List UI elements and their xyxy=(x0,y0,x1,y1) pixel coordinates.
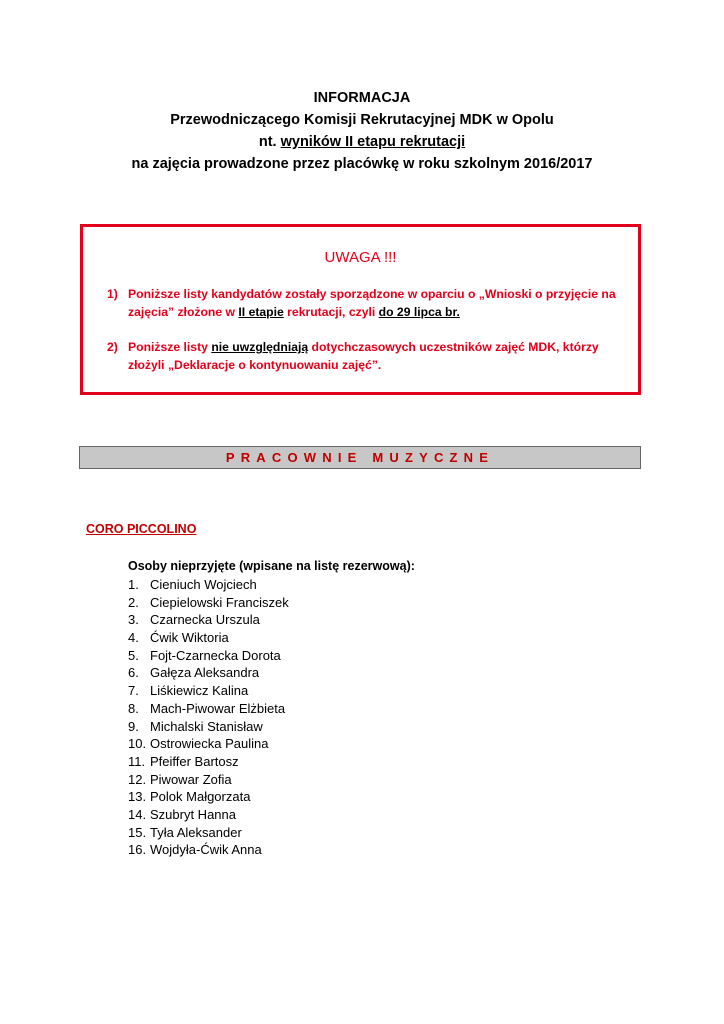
list-item xyxy=(128,841,415,859)
warning-item-2 xyxy=(107,338,623,374)
header-subject xyxy=(40,131,684,153)
group-title: CORO PICCOLINO xyxy=(86,522,197,536)
list-item xyxy=(128,594,415,612)
list-item-number: 8. xyxy=(128,700,139,716)
list-item-number: 4. xyxy=(128,630,139,646)
warning-item-text: dotychczasowych uczestników zajęć MDK, którzy złożyli „Deklaracje o kontynuowaniu zajęć”. xyxy=(128,340,599,372)
document-header xyxy=(40,87,684,175)
reserve-list-heading: Osoby nieprzyjęte (wpisane na listę rezerwową): xyxy=(128,559,415,573)
list-item-name: Wojdyła-Ćwik Anna xyxy=(150,842,262,858)
warning-box xyxy=(80,224,641,395)
list-item xyxy=(128,576,415,594)
warning-list xyxy=(107,285,623,391)
list-item-number: 6. xyxy=(128,665,139,681)
warning-item-number: 2) xyxy=(107,340,118,354)
warning-item-text: rekrutacji, czyli xyxy=(283,305,379,319)
warning-item-1 xyxy=(107,285,623,321)
list-item xyxy=(128,824,415,842)
list-item-name: Michalski Stanisław xyxy=(150,718,263,734)
list-item-number: 5. xyxy=(128,647,139,663)
list-item xyxy=(128,788,415,806)
list-item-name: Czarnecka Urszula xyxy=(150,612,260,628)
list-item-name: Cieniuch Wojciech xyxy=(150,577,257,592)
list-item-name: Polok Małgorzata xyxy=(150,789,251,805)
list-item-number: 10. xyxy=(128,736,147,752)
list-item-number: 11. xyxy=(128,753,146,769)
list-item-name: Gałęza Aleksandra xyxy=(150,665,260,681)
header-subject-prefix: nt. xyxy=(258,134,281,150)
section-title-bar: PRACOWNIE MUZYCZNE xyxy=(79,446,641,469)
list-item-name: Tyła Aleksander xyxy=(150,824,242,840)
list-item-name: Szubryt Hanna xyxy=(150,806,236,822)
list-item-number: 2. xyxy=(128,594,139,610)
warning-title: UWAGA !!! xyxy=(324,249,397,266)
warning-item-underlined: do 29 lipca br. xyxy=(378,305,460,319)
list-item xyxy=(128,611,415,629)
header-title: INFORMACJA xyxy=(313,90,411,106)
list-item-number: 13. xyxy=(128,789,147,805)
list-item-number: 3. xyxy=(128,612,139,628)
list-item-name: Pfeiffer Bartosz xyxy=(150,753,239,769)
list-item-number: 7. xyxy=(128,683,139,699)
warning-item-text: Poniższe listy kandydatów zostały sporządzone w oparciu o „Wnioski o przyjęcie na zajęcia” złożone w xyxy=(128,287,616,319)
list-item xyxy=(128,806,415,824)
reserve-names-list xyxy=(128,576,415,859)
reserve-list xyxy=(128,557,415,859)
list-item xyxy=(128,718,415,736)
list-item-number: 16. xyxy=(128,842,147,858)
list-item-number: 9. xyxy=(128,718,139,734)
header-subject-underlined: wyników II etapu rekrutacji xyxy=(280,134,466,150)
warning-item-text: Poniższe listy xyxy=(128,340,212,354)
list-item-name: Liśkiewicz Kalina xyxy=(150,683,249,699)
list-item-number: 15. xyxy=(128,824,147,840)
header-scope: na zajęcia prowadzone przez placówkę w roku szkolnym 2016/2017 xyxy=(131,156,593,172)
list-item xyxy=(128,682,415,700)
list-item xyxy=(128,735,415,753)
list-item-number: 14. xyxy=(128,806,147,822)
list-item-name: Ćwik Wiktoria xyxy=(150,630,229,646)
list-item xyxy=(128,700,415,718)
warning-item-underlined: nie uwzględniają xyxy=(211,340,309,354)
list-item xyxy=(128,629,415,647)
list-item xyxy=(128,771,415,789)
list-item xyxy=(128,664,415,682)
list-item-name: Ostrowiecka Paulina xyxy=(150,736,269,752)
list-item-name: Mach-Piwowar Elżbieta xyxy=(150,700,286,716)
list-item xyxy=(128,753,415,771)
list-item-name: Fojt-Czarnecka Dorota xyxy=(150,647,281,663)
list-item-number: 1. xyxy=(128,577,139,592)
warning-item-number: 1) xyxy=(107,287,118,301)
list-item-number: 12. xyxy=(128,771,147,787)
list-item-name: Ciepielowski Franciszek xyxy=(150,594,289,610)
list-item xyxy=(128,647,415,665)
header-issuer: Przewodniczącego Komisji Rekrutacyjnej MDK w Opolu xyxy=(170,112,554,128)
list-item-name: Piwowar Zofia xyxy=(150,771,232,787)
warning-item-underlined: II etapie xyxy=(238,305,284,319)
